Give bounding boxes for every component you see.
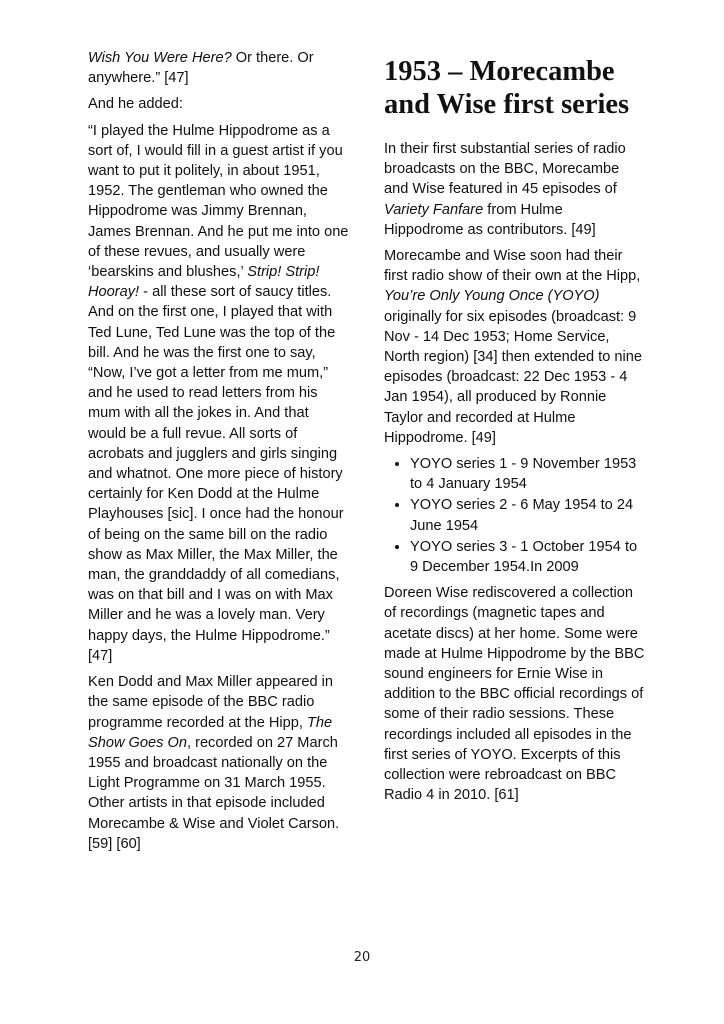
section-heading: 1953 – Morecambe and Wise first series [384, 56, 630, 120]
paragraph-text: “I played the Hulme Hippodrome as a sort of, I would fill in a guest artist if you want to put it politely, in about 1951, 1952. The gentleman who owned the Hippodrome was Jimmy Brennan, James Brennan. And he put me into one of these revues, and usually were ‘bearskins and blushes,’ [88, 122, 349, 281]
ken-dodd-quote-paragraph [88, 121, 350, 666]
variety-fanfare-paragraph [384, 139, 646, 240]
paragraph-text: - all these sort of saucy titles. And on the first one, I played that with Ted Lune, Ted Lune was the top of the bill. And he was the first one to say, “Now, I’ve got a letter from me mum,” and he used to read letters from his mum with all the jokes in. And that would be a full revue. All sorts of acrobats and jugglers and girls singing and whatnot. One more piece of history certainly for Ken Dodd at the Hulme Playhouses [sic]. I once had the honour of being on the same bill on the radio show as Max Miller, the Max Miller, the man, the granddaddy of all comedians, was on that bill and I was on with Max Miller and he was a lovely man. Very happy days, the Hulme Hippodrome.” [47] [88, 284, 344, 664]
paragraph-text: Morecambe and Wise soon had their first radio show of their own at the Hipp, [384, 248, 641, 285]
list-item: • YOYO series 2 - 6 May 1954 to 24 June 1954 [410, 495, 646, 535]
paragraph-text: , recorded on 27 March 1955 and broadcast nationally on the Light Programme on 31 March 1955. Other artists in that episode included Morecambe & Wise and Violet Carson. [59] [60] [88, 734, 340, 852]
show-goes-on-paragraph [88, 672, 350, 854]
list-item: • YOYO series 3 - 1 October 1954 to 9 December 1954.In 2009 [410, 537, 646, 577]
show-title-italic: Wish You Were Here? [88, 50, 232, 66]
intro-paragraph: And he added: [88, 96, 183, 113]
paragraph-text: from Hulme Hippodrome as contributors. [49] [384, 201, 596, 238]
page-number: 20 [353, 950, 371, 965]
right-column [384, 48, 646, 812]
show-title-italic: The Show Goes On [88, 714, 333, 751]
paragraph-text: originally for six episodes (broadcast: 9 Nov - 14 Dec 1953; Home Service, North region) [34] then extended to nine episodes (broadcast: 22 Dec 1953 - 4 Jan 1954), all produced by Ronnie Taylor and recorded at Hulme Hippodrome. [49] [384, 308, 642, 446]
quote-closing-paragraph [88, 48, 350, 88]
paragraph-text: Ken Dodd and Max Miller appeared in the same episode of the BBC radio programme recorded at the Hipp, [88, 674, 333, 731]
paragraph-text: In their first substantial series of radio broadcasts on the BBC, Morecambe and Wise featured in 45 episodes of [384, 141, 626, 198]
yoyo-paragraph [384, 246, 646, 448]
paragraph-text: Or there. Or anywhere.” [47] [88, 50, 314, 87]
list-item: • YOYO series 1 - 9 November 1953 to 4 January 1954 [410, 454, 646, 494]
show-title-italic: Strip! Strip! Hooray! [88, 264, 320, 301]
yoyo-series-list [384, 454, 646, 577]
left-column [88, 48, 350, 860]
show-title-italic: Variety Fanfare [384, 201, 484, 218]
show-title-italic: You’re Only Young Once (YOYO) [384, 288, 600, 305]
recordings-paragraph: Doreen Wise rediscovered a collection of recordings (magnetic tapes and acetate discs) at her home. Some were made at Hulme Hippodrome by the BBC sound engineers for Ernie Wise in addition to the BBC official recordings of some of their radio sessions. These recordings included all episodes in the first series of YOYO. Excerpts of this collection were rebroadcast on BBC Radio 4 in 2010. [61] [384, 585, 645, 804]
